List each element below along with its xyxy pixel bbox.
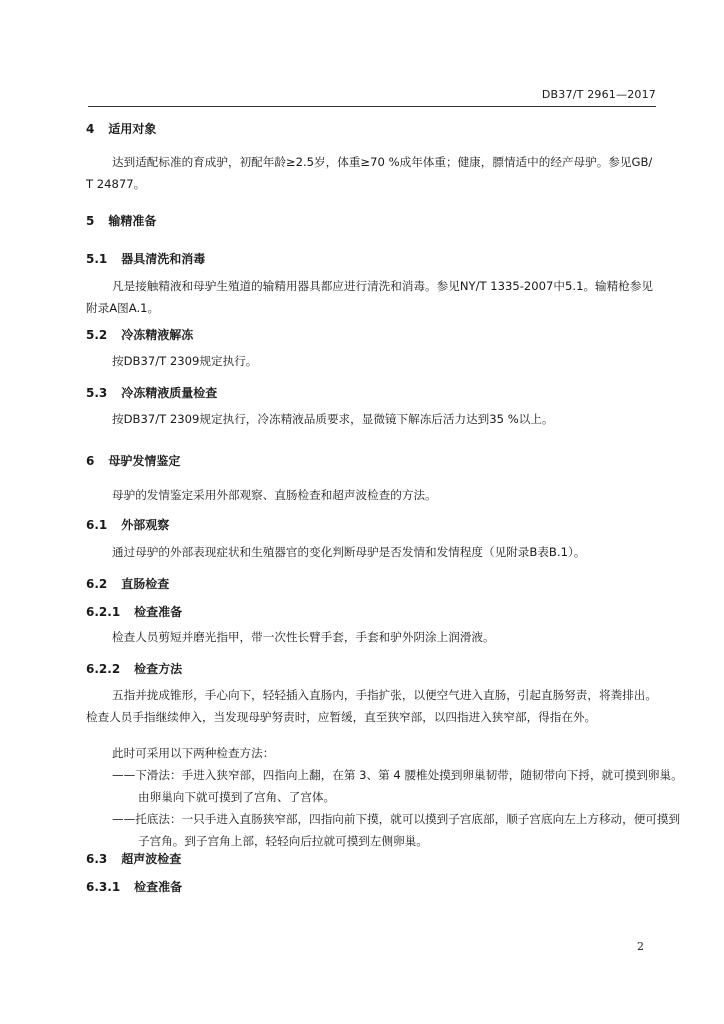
heading-number: 5.3	[86, 386, 108, 400]
heading-number: 6.3	[86, 852, 108, 866]
heading-number: 6.2	[86, 577, 108, 591]
paragraph-5-2: 按DB37/T 2309规定执行。	[112, 354, 258, 368]
heading-number: 6.2.2	[86, 662, 121, 676]
heading-6-2	[86, 575, 169, 592]
heading-title: 检查准备	[134, 880, 183, 894]
heading-number: 6.2.1	[86, 605, 121, 619]
heading-title: 器具清洗和消毒	[121, 252, 206, 266]
heading-title: 超声波检查	[121, 852, 182, 866]
heading-number: 5.2	[86, 328, 108, 342]
heading-title: 适用对象	[108, 122, 157, 136]
page-number: 2	[637, 940, 644, 953]
heading-number: 6	[86, 454, 95, 468]
heading-number: 5	[86, 214, 95, 228]
paragraph-5-3: 按DB37/T 2309规定执行，冷冻精液品质要求，显微镜下解冻后活力达到35 %以上。	[112, 412, 554, 426]
paragraph-4-1: 达到适配标准的育成驴，初配年龄≥2.5岁，体重≥70 %成年体重；健康，膘情适中的经产母驴。参见GB/T 24877。	[86, 155, 653, 191]
paragraph-6: 母驴的发情鉴定采用外部观察、直肠检查和超声波检查的方法。	[112, 488, 437, 502]
dash-item-method-2: ——托底法：一只手进入直肠狭窄部，四指向前下摸，就可以摸到子宫底部，顺子宫底向左上方移动，便可摸到子宫角。到子宫角上部，轻轻向后拉就可摸到左侧卵巢。	[112, 812, 681, 848]
heading-title: 输精准备	[108, 214, 157, 228]
paragraph-6-1: 通过母驴的外部表现症状和生殖器官的变化判断母驴是否发情和发情程度（见附录B表B.1）。	[112, 545, 586, 559]
heading-title: 检查准备	[134, 605, 183, 619]
heading-title: 母驴发情鉴定	[108, 454, 181, 468]
dash-item-method-1: ——下滑法：手进入狭窄部，四指向上翻，在第 3、第 4 腰椎处摸到卵巢韧带，随韧带向下捋，就可摸到卵巢。由卵巢向下就可摸到了宫角、了宫体。	[112, 768, 683, 804]
paragraph-6-2-2-1: 五指并拢成锥形，手心向下，轻轻插入直肠内，手指扩张，以便空气进入直肠，引起直肠努责，将粪排出。检查人员手指继续伸入，当发现母驴努责时，应暂缓，直至狭窄部，以四指进入狭窄部，得指在外。	[86, 688, 657, 724]
document-code: DB37/T 2961—2017	[541, 88, 656, 101]
heading-number: 6.3.1	[86, 880, 121, 894]
heading-5-3	[86, 384, 217, 401]
heading-title: 冷冻精液解冻	[121, 328, 194, 342]
header-rule	[88, 106, 656, 107]
heading-5	[86, 212, 156, 229]
heading-title: 检查方法	[134, 662, 183, 676]
heading-6-1	[86, 516, 169, 533]
heading-6-2-1	[86, 603, 182, 620]
heading-title: 直肠检查	[121, 577, 170, 591]
paragraph-6-2-1: 检查人员剪短并磨光指甲，带一次性长臂手套，手套和驴外阴涂上润滑液。	[112, 630, 495, 644]
heading-number: 4	[86, 122, 95, 136]
heading-5-2	[86, 326, 193, 343]
heading-5-1	[86, 250, 205, 267]
heading-number: 5.1	[86, 252, 108, 266]
heading-title: 冷冻精液质量检查	[121, 386, 218, 400]
heading-4	[86, 120, 156, 137]
heading-6-2-2	[86, 660, 182, 677]
heading-6	[86, 452, 180, 469]
heading-6-3	[86, 850, 181, 867]
heading-6-3-1	[86, 878, 182, 895]
heading-title: 外部观察	[121, 518, 170, 532]
paragraph-5-1: 凡是接触精液和母驴生殖道的输精用器具都应进行清洗和消毒。参见NY/T 1335-2007中5.1。输精枪参见附录A图A.1。	[86, 279, 654, 315]
paragraph-6-2-2-2: 此时可采用以下两种检查方法：	[112, 746, 275, 760]
heading-number: 6.1	[86, 518, 108, 532]
